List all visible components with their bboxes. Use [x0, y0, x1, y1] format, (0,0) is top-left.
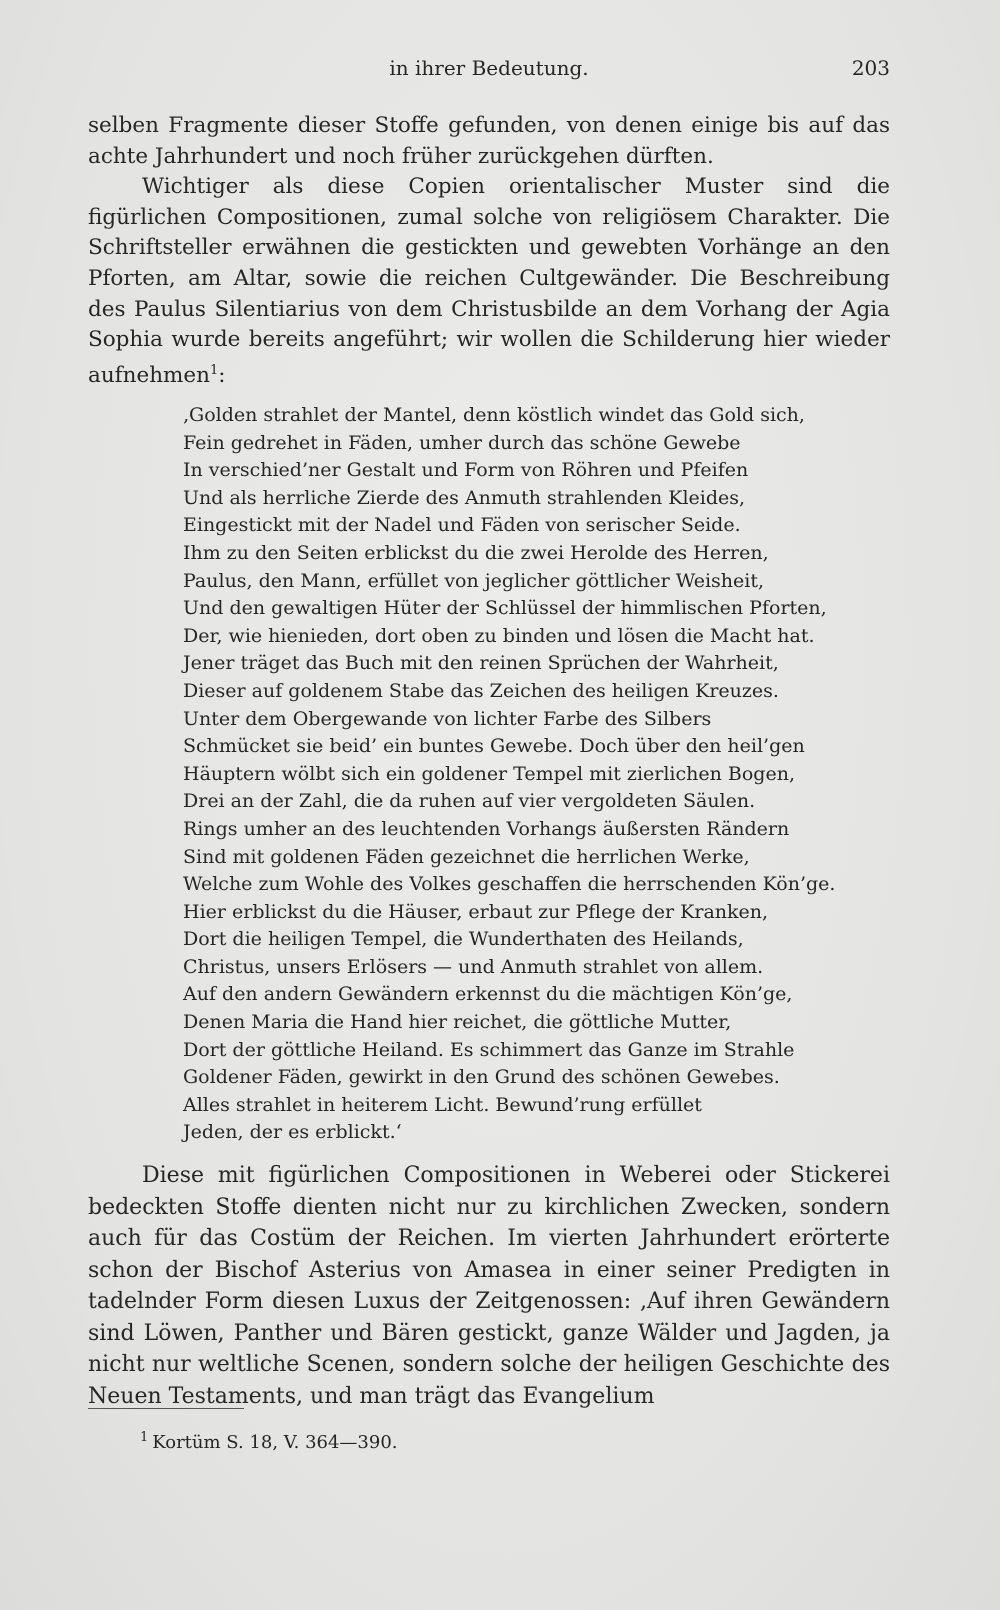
footnote [140, 1430, 398, 1453]
poem-line: Alles strahlet in heiterem Licht. Bewund’rung erfüllet [183, 1093, 702, 1116]
poem-line: In verschied’ner Gestalt und Form von Röhren und Pfeifen [183, 459, 749, 482]
poem-line: Dort die heiligen Tempel, die Wunderthaten des Heilands, [183, 928, 744, 951]
poem-line: Goldener Fäden, gewirkt in den Grund des schönen Gewebes. [183, 1066, 780, 1089]
page-number: 203 [851, 56, 890, 80]
paragraph-compositions [88, 172, 890, 391]
poem-line: Dieser auf goldenem Stabe das Zeichen des heiligen Kreuzes. [183, 679, 779, 702]
footnote-text: Kortüm S. 18, V. 364—390. [152, 1432, 398, 1453]
footnote-mark: 1 [140, 1430, 149, 1445]
paragraph-colon: : [218, 362, 226, 388]
running-title: in ihrer Bedeutung. [389, 56, 589, 80]
paragraph-text: Wichtiger als diese Copien orientalischer Muster sind die figürlichen Compositionen, zumal solche von religiösem Charakter. Die Schriftsteller erwähnen die gestickten und gewebten Vorhänge an den Pforten, am Altar, sowie die reichen Cultgewänder. Die Beschreibung des Paulus Silentiarius von dem Christusbilde an dem Vorhang der Agia Sophia wurde bereits angeführt; wir wollen die Schilderung hier wieder aufnehmen [88, 174, 890, 388]
page-header [88, 56, 890, 86]
poem-line: Und den gewaltigen Hüter der Schlüssel der himmlischen Pforten, [183, 597, 827, 620]
poem-line: Und als herrliche Zierde des Anmuth strahlenden Kleides, [183, 486, 746, 509]
body-text-top [88, 111, 890, 392]
poem-line: Paulus, den Mann, erfüllet von jeglicher göttlicher Weisheit, [183, 569, 765, 592]
body-text-bottom [88, 1160, 890, 1412]
poem-line: Dort der göttliche Heiland. Es schimmert das Ganze im Strahle [183, 1038, 795, 1061]
poem-line: Eingestickt mit der Nadel und Fäden von serischer Seide. [183, 514, 741, 537]
poem-line: Hier erblickst du die Häuser, erbaut zur Pflege der Kranken, [183, 900, 769, 923]
footnote-rule [88, 1408, 244, 1409]
poem-line: Christus, unsers Erlösers — und Anmuth strahlet von allem. [183, 955, 764, 978]
poem-line: Auf den andern Gewändern erkennst du die mächtigen Kön’ge, [183, 983, 793, 1006]
paragraph-costume: Diese mit figürlichen Compositionen in Weberei oder Stickerei bedeckten Stoffe dienten nicht nur zu kirchlichen Zwecken, sondern auch für das Costüm der Reichen. Im vierten Jahrhundert erörterte schon der Bischof Asterius von Amasea in einer seiner Predigten in tadelnder Form diesen Luxus der Zeitgenossen: ‚Auf ihren Gewändern sind Löwen, Panther und Bären gestickt, ganze Wälder und Jagden, ja nicht nur weltliche Scenen, sondern solche der heiligen Geschichte des Neuen Testaments, und man trägt das Evangelium [88, 1163, 890, 1409]
poem-line: Rings umher an des leuchtenden Vorhangs äußersten Rändern [183, 817, 790, 840]
poem-line: Schmücket sie beid’ ein buntes Gewebe. Doch über den heil’gen [183, 735, 805, 758]
poem-line: Welche zum Wohle des Volkes geschaffen die herrschenden Kön’ge. [183, 873, 836, 896]
poem-line: Der, wie hienieden, dort oben zu binden und lösen die Macht hat. [183, 624, 815, 647]
footnote-reference: 1 [210, 362, 219, 378]
paragraph-continuation: selben Fragmente dieser Stoffe gefunden, von denen einige bis auf das achte Jahrhundert und noch früher zurückgehen dürften. [88, 113, 890, 169]
poem-line: Fein gedrehet in Fäden, umher durch das schöne Gewebe [183, 431, 741, 454]
poem-line: Jeden, der es erblickt.‘ [183, 1121, 402, 1144]
poem-line: Denen Maria die Hand hier reichet, die göttliche Mutter, [183, 1011, 732, 1034]
poem-line: Unter dem Obergewande von lichter Farbe des Silbers [183, 707, 712, 730]
poem-quotation [183, 402, 883, 1147]
poem-line: Ihm zu den Seiten erblickst du die zwei Herolde des Herren, [183, 541, 769, 564]
poem-line: Sind mit goldenen Fäden gezeichnet die herrlichen Werke, [183, 845, 750, 868]
poem-line: Jener träget das Buch mit den reinen Sprüchen der Wahrheit, [183, 652, 779, 675]
poem-line: Drei an der Zahl, die da ruhen auf vier vergoldeten Säulen. [183, 790, 756, 813]
poem-line: ‚Golden strahlet der Mantel, denn köstlich windet das Gold sich, [183, 404, 805, 426]
poem-line: Häuptern wölbt sich ein goldener Tempel mit zierlichen Bogen, [183, 762, 795, 785]
